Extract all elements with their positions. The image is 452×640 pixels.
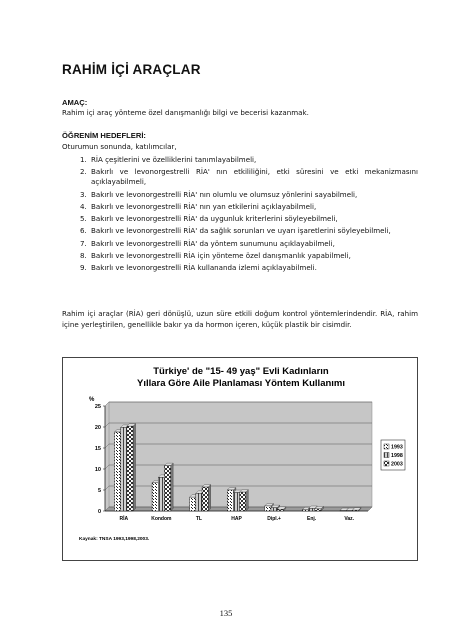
objectives-list <box>62 155 418 276</box>
bar-1998 <box>158 477 164 511</box>
chart-legend <box>381 440 405 470</box>
y-tick-label: 5 <box>97 488 101 494</box>
x-tick-label: TL <box>195 516 202 522</box>
objective-text: Bakırlı ve levonorgestrelli RİA' da sağlık sorunları ve uyarı işaretlerini söyleyebilmeli, <box>91 226 391 236</box>
objective-text: Bakırlı ve levonorgestrelli RİA' nın etkililiğini, etki süresini ve etki mekanizmasını açıklayabilmeli, <box>91 167 418 187</box>
objective-item <box>62 239 418 249</box>
x-tick-label: HAP <box>231 516 242 522</box>
objective-text: Bakırlı ve levonorgestrelli RİA' da yöntem sunumunu açıklayabilmeli, <box>91 238 335 248</box>
bar-1993 <box>190 497 196 511</box>
chart-title-line2: Yıllara Göre Aile Planlaması Yöntem Kullanımı <box>136 378 346 389</box>
bar-side-2003 <box>171 463 174 511</box>
page-number: 135 <box>219 608 233 618</box>
bar-chart <box>63 358 417 560</box>
objective-item <box>62 190 418 200</box>
objective-number: 2. <box>80 167 87 177</box>
bar-1998 <box>309 508 315 511</box>
objective-item <box>62 167 418 187</box>
y-tick-label: 20 <box>94 425 101 431</box>
description-paragraph: Rahim içi araçlar (RİA) geri dönüşlü, uzun süre etkili doğum kontrol yöntemlerindendir. RİA, rahim içine yerleştirilen, genellikle bakır ya da hormon içeren, küçük plastik bir cisimdir. <box>62 309 418 329</box>
y-axis-label: % <box>89 397 95 403</box>
bar-2003 <box>240 492 246 511</box>
objectives-label: ÖĞRENİM HEDEFLERİ: <box>62 131 146 140</box>
y-tick-label: 25 <box>94 404 101 410</box>
objective-number: 1. <box>80 155 87 164</box>
objective-text: RİA çeşitlerini ve özelliklerini tanımlayabilmeli, <box>91 155 257 164</box>
bar-2003 <box>127 426 133 511</box>
bar-1998 <box>121 427 127 511</box>
objective-item <box>62 263 418 273</box>
bar-2003 <box>315 509 321 511</box>
bar-1998 <box>271 508 277 511</box>
legend-swatch-1993 <box>384 444 389 449</box>
bar-1993 <box>152 483 158 511</box>
bar-side-2003 <box>246 490 249 511</box>
legend-label-1998: 1998 <box>391 453 403 459</box>
x-tick-label: Dipl.+ <box>267 516 281 522</box>
legend-swatch-1998 <box>384 453 389 458</box>
objective-item <box>62 251 418 261</box>
x-tick-label: Vaz. <box>344 516 355 522</box>
aim-label: AMAÇ: <box>62 98 88 107</box>
objective-number: 5. <box>80 214 87 224</box>
legend-label-1993: 1993 <box>391 444 403 451</box>
plot-area <box>95 402 372 522</box>
bar-2003 <box>202 487 208 511</box>
bar-1993 <box>114 432 120 511</box>
y-tick-label: 10 <box>94 467 101 473</box>
objective-item <box>62 155 418 165</box>
objective-item <box>62 202 418 212</box>
x-tick-label: Kondom <box>151 516 172 522</box>
objective-text: Bakırlı ve levonorgestrelli RİA' da uygunluk kriterlerini söyleyebilmeli, <box>91 214 338 224</box>
bar-side-2003 <box>133 424 136 511</box>
bar-1993 <box>302 510 308 511</box>
objective-number: 6. <box>80 226 87 236</box>
bar-2003 <box>352 510 358 511</box>
bar-1993 <box>227 490 233 511</box>
bar-side-2003 <box>208 485 211 511</box>
objective-item <box>62 214 418 224</box>
bar-1998 <box>233 493 239 511</box>
legend-swatch-2003 <box>384 461 389 466</box>
bar-1993 <box>265 506 271 511</box>
x-tick-label: Enj. <box>307 516 317 522</box>
objective-text: Bakırlı ve levonorgestrelli RİA için yönteme özel danışmanlık yapabilmeli, <box>91 251 351 261</box>
objectives-intro: Oturumun sonunda, katılımcılar, <box>62 142 177 151</box>
bar-1998 <box>196 493 202 511</box>
objective-text: Bakırlı ve levonorgestrelli RİA' nın yan etkilerini açıklayabilmeli, <box>91 201 317 211</box>
objective-number: 9. <box>80 263 87 273</box>
objective-text: Bakırlı ve levonorgestrelli RİA' nın olumlu ve olumsuz yönlerini sayabilmeli, <box>91 189 358 199</box>
chart-frame <box>62 357 418 561</box>
objective-number: 8. <box>80 251 87 261</box>
chart-title-line1: Türkiye' de "15- 49 yaş" Evli Kadınların <box>153 366 329 377</box>
bar-2003 <box>164 466 170 511</box>
y-tick-label: 15 <box>94 446 101 452</box>
x-tick-label: RİA <box>119 516 129 522</box>
aim-text: Rahim içi araç yönteme özel danışmanlığı bilgi ve becerisi kazanmak. <box>62 108 309 117</box>
y-tick-label: 0 <box>97 509 101 515</box>
page-title: RAHİM İÇİ ARAÇLAR <box>62 62 201 77</box>
objective-item <box>62 226 418 236</box>
objective-number: 7. <box>80 238 87 248</box>
chart-source: Kaynak: TNSA 1993,1998,2003. <box>79 537 150 542</box>
objective-number: 4. <box>80 201 87 211</box>
objective-number: 3. <box>80 189 87 199</box>
objective-text: Bakırlı ve levonorgestrelli RİA kullananda izlemi açıklayabilmeli. <box>91 263 317 273</box>
bar-2003 <box>277 509 283 511</box>
legend-label-2003: 2003 <box>391 461 403 468</box>
